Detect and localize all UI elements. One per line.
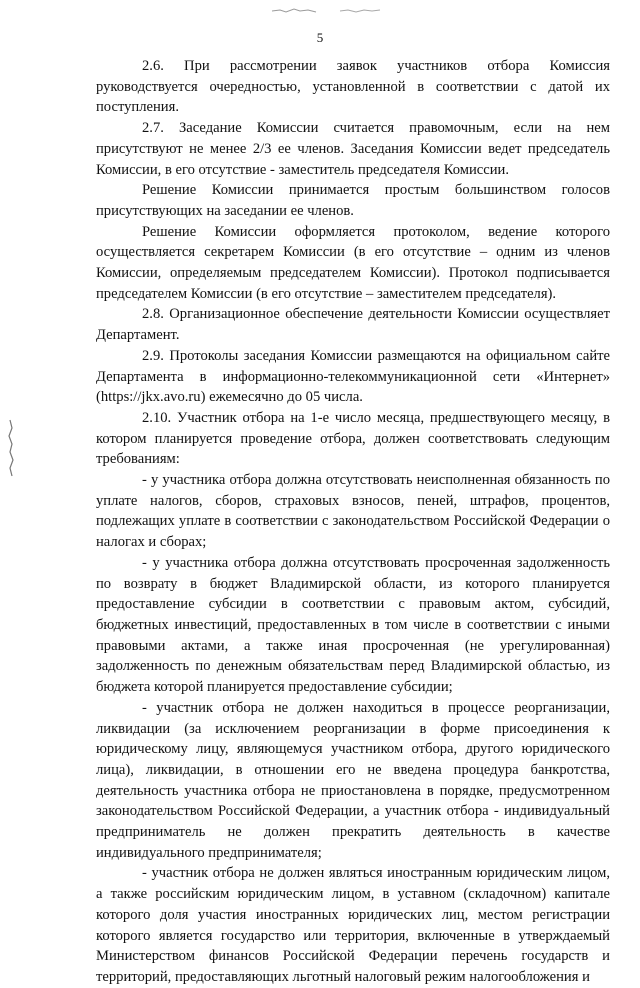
paragraph-2-7: 2.7. Заседание Комиссии считается правомочным, если на нем присутствуют не менее 2/3 ее членов. Заседания Комиссии ведет председатель Комиссии, в его отсутствие - заместитель председателя Комиссии. (96, 120, 610, 178)
requirement-taxes: - у участника отбора должна отсутствовать неисполненная обязанность по уплате налогов, сборов, страховых взносов, пеней, штрафов, процентов, подлежащих уплате в соответствии с законодательством Российской Федерации о налогах и сборах; (96, 472, 610, 551)
requirement-debt: - у участника отбора должна отсутствовать просроченная задолженность по возврату в бюджет Владимирской области, из которого планируется предоставление субсидии в соответствии с правовым актом, субсидий, бюджетных инвестиций, предоставленных в том числе в соответствии с иными правовыми актами, а также иная просроченная (не урегулированная) задолженность по денежным обязательствам перед Владимирской областью, из бюджета которой планируется предоставление субсидии; (96, 554, 610, 696)
requirement-reorganization: - участник отбора не должен находиться в процессе реорганизации, ликвидации (за исключением реорганизации в форме присоединения к юридическому лицу, являющемуся участником отбора, другого юридического лица), ликвидации, в отношении его не введена процедура банкротства, деятельность участника отбора не приостановлена в порядке, предусмотренном законодательством Российской Федерации, а участник отбора - индивидуальный предприниматель не должен прекратить деятельность в качестве индивидуального предпринимателя; (96, 699, 610, 861)
paragraph-2-6: 2.6. При рассмотрении заявок участников отбора Комиссия руководствуется очередностью, установленной в соответствии с датой их поступления. (96, 58, 610, 116)
document-body (96, 56, 610, 988)
paragraph-2-8: 2.8. Организационное обеспечение деятельности Комиссии осуществляет Департамент. (96, 306, 610, 344)
page-number: 5 (316, 30, 324, 45)
requirement-foreign-entity: - участник отбора не должен являться иностранным юридическим лицом, а также российским юридическим лицом, в уставном (складочном) капитале которого доля участия иностранных юридических лиц, местом регистрации которого является государство или территория, включенные в утверждаемый Министерством финансов Российской Федерации перечень государств и территорий, предоставляющих льготный налоговый режим налогообложения и (96, 865, 610, 985)
paragraph-2-9: 2.9. Протоколы заседания Комиссии размещаются на официальном сайте Департамента в информационно-телекоммуникационной сети «Интернет» (https://jkx.avo.ru) ежемесячно до 05 числа. (96, 347, 610, 406)
scan-artifact-top (270, 6, 390, 16)
paragraph-commission-decision: Решение Комиссии принимается простым большинством голосов присутствующих на заседании ее членов. (96, 182, 610, 219)
paragraph-2-10: 2.10. Участник отбора на 1-е число месяца, предшествующего месяцу, в котором планируется проведение отбора, должен соответствовать следующим требованиям: (96, 409, 610, 468)
paragraph-protocol: Решение Комиссии оформляется протоколом, ведение которого осуществляется секретарем Комиссии (в его отсутствие – одним из членов Комиссии, определяемым председателем Комиссии). Протокол подписывается председателем Комиссии (в его отсутствие – заместителем председателя). (96, 223, 610, 302)
margin-scan-mark (4, 418, 18, 478)
